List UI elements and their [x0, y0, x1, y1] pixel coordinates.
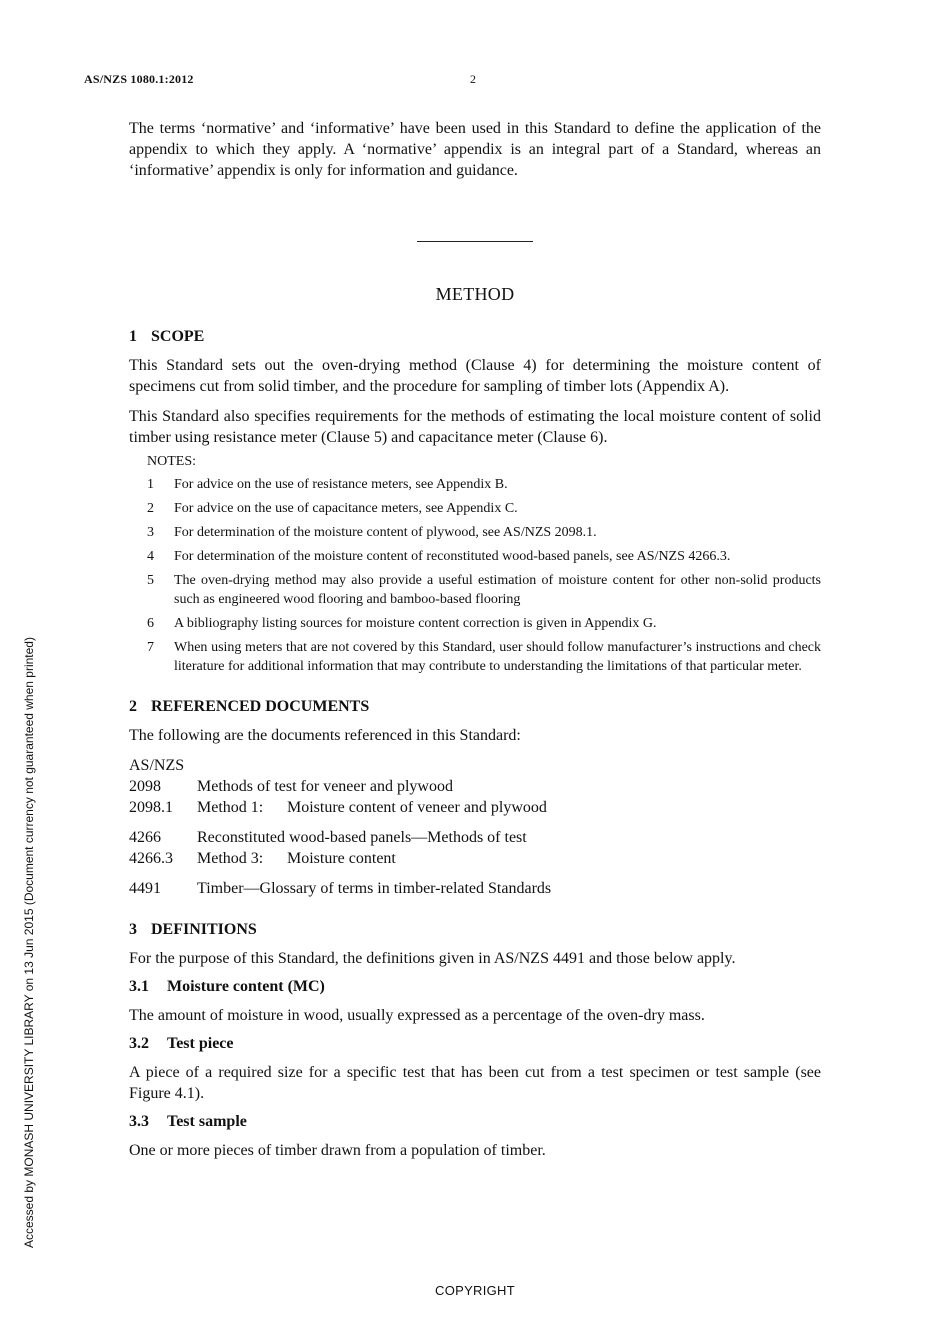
scope-number: 1	[129, 328, 137, 345]
access-side-note: Accessed by MONASH UNIVERSITY LIBRARY on 13 Jun 2015 (Document currency not guaranteed when printed)	[22, 637, 36, 1248]
referenced-title: REFERENCED DOCUMENTS	[151, 698, 370, 715]
note-item	[147, 499, 821, 518]
reference-row	[129, 776, 821, 797]
reference-code: 4491	[129, 880, 161, 897]
reference-row	[129, 848, 821, 869]
note-item	[147, 614, 821, 633]
reference-code: 4266.3	[129, 850, 173, 867]
note-number: 5	[147, 573, 154, 588]
note-number: 6	[147, 616, 154, 631]
definition-number: 3.3	[129, 1113, 149, 1130]
note-number: 4	[147, 549, 154, 564]
note-text: For advice on the use of resistance meters, see Appendix B.	[174, 477, 508, 492]
reference-row	[129, 797, 821, 818]
scope-heading	[129, 328, 821, 346]
note-number: 2	[147, 501, 154, 516]
definition-heading	[129, 978, 821, 996]
note-text: For determination of the moisture content of reconstituted wood-based panels, see AS/NZS 4266.3.	[174, 549, 731, 564]
reference-code: 4266	[129, 829, 161, 846]
scope-title: SCOPE	[151, 328, 205, 345]
reference-row	[129, 827, 821, 848]
note-text: When using meters that are not covered by this Standard, user should follow manufacturer’s instructions and check literature for additional information that may contribute to understanding the limitations of that particular meter.	[174, 640, 821, 674]
note-item	[147, 475, 821, 494]
reference-code: 2098.1	[129, 799, 173, 816]
referenced-group-label: AS/NZS	[129, 757, 185, 774]
reference-row	[129, 878, 821, 899]
section-divider	[417, 241, 533, 242]
definition-text: A piece of a required size for a specific test that has been cut from a test specimen or test sample (see Figure 4.1).	[129, 1064, 821, 1102]
reference-title: Reconstituted wood-based panels—Methods of test	[197, 829, 527, 846]
definitions-heading	[129, 921, 821, 939]
referenced-intro: The following are the documents referenced in this Standard:	[129, 727, 521, 744]
definitions-intro: For the purpose of this Standard, the definitions given in AS/NZS 4491 and those below apply.	[129, 950, 736, 967]
definition-title: Moisture content (MC)	[167, 978, 325, 995]
page-number: 2	[470, 72, 476, 86]
definition-title: Test piece	[167, 1035, 234, 1052]
note-number: 1	[147, 477, 154, 492]
definition-number: 3.2	[129, 1035, 149, 1052]
reference-method: Method 1:	[197, 799, 264, 816]
reference-title: Moisture content	[287, 850, 396, 867]
note-item	[147, 523, 821, 542]
method-title: METHOD	[435, 284, 515, 304]
referenced-number: 2	[129, 698, 137, 715]
copyright-footer: COPYRIGHT	[435, 1283, 515, 1298]
note-number: 3	[147, 525, 154, 540]
reference-code: 2098	[129, 778, 161, 795]
note-item	[147, 638, 821, 676]
definition-heading	[129, 1113, 821, 1131]
note-item	[147, 547, 821, 566]
standard-id: AS/NZS 1080.1:2012	[84, 72, 194, 86]
reference-title: Methods of test for veneer and plywood	[197, 778, 453, 795]
note-text: A bibliography listing sources for moisture content correction is given in Appendix G.	[174, 616, 657, 631]
intro-paragraph: The terms ‘normative’ and ‘informative’ have been used in this Standard to define the application of the appendix to which they apply. A ‘normative’ appendix is an integral part of a Standard, whereas an ‘informative’ appendix is only for information and guidance.	[129, 120, 821, 179]
note-text: For advice on the use of capacitance meters, see Appendix C.	[174, 501, 518, 516]
note-item	[147, 571, 821, 609]
notes-label: NOTES:	[147, 454, 196, 469]
referenced-heading	[129, 698, 821, 716]
scope-para-1: This Standard sets out the oven-drying method (Clause 4) for determining the moisture content of specimens cut from solid timber, and the procedure for sampling of timber lots (Appendix A).	[129, 357, 821, 395]
definitions-title: DEFINITIONS	[151, 921, 257, 938]
reference-title: Moisture content of veneer and plywood	[287, 799, 547, 816]
reference-method: Method 3:	[197, 850, 264, 867]
note-text: For determination of the moisture content of plywood, see AS/NZS 2098.1.	[174, 525, 597, 540]
page-content	[129, 118, 821, 1161]
note-number: 7	[147, 640, 154, 655]
definition-number: 3.1	[129, 978, 149, 995]
definition-heading	[129, 1035, 821, 1053]
definition-title: Test sample	[167, 1113, 247, 1130]
reference-title: Timber—Glossary of terms in timber-related Standards	[197, 880, 552, 897]
definitions-number: 3	[129, 921, 137, 938]
note-text: The oven-drying method may also provide a useful estimation of moisture content for other non-solid products such as engineered wood flooring and bamboo-based flooring	[174, 573, 821, 607]
definition-text: One or more pieces of timber drawn from a population of timber.	[129, 1142, 546, 1159]
definition-text: The amount of moisture in wood, usually expressed as a percentage of the oven-dry mass.	[129, 1007, 705, 1024]
scope-para-2: This Standard also specifies requirements for the methods of estimating the local moisture content of solid timber using resistance meter (Clause 5) and capacitance meter (Clause 6).	[129, 408, 821, 446]
